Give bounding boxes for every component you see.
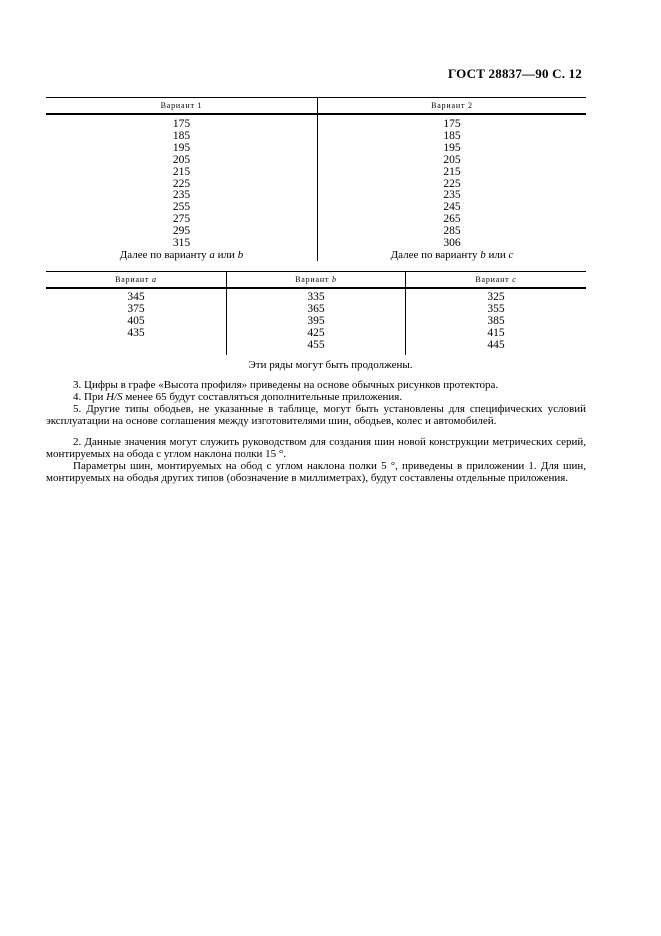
- table-cell: 295: [172, 225, 191, 238]
- table-cell: 235: [443, 189, 461, 202]
- table-cell: 185: [172, 129, 191, 142]
- table-top-rule: [46, 271, 586, 272]
- table-cell: 225: [443, 177, 461, 190]
- table-cell: 175: [443, 118, 461, 130]
- note-4-prefix: 4. При: [73, 391, 107, 403]
- note-3: 3. Цифры в графе «Высота профиля» приведены на основе обычных рисунков протектора.: [73, 379, 499, 391]
- table-cell: 185: [443, 129, 461, 142]
- note-4-suffix: менее 65 будут составляться дополнительные приложения.: [122, 391, 403, 403]
- column-header-variant-1: Вариант 1: [160, 101, 203, 110]
- table-cell: 395: [307, 314, 325, 327]
- table-cell: 315: [172, 237, 191, 250]
- table-cell: 415: [487, 326, 505, 339]
- table-cell: 445: [487, 338, 505, 351]
- table-header-rule: [46, 113, 586, 115]
- table-cell: 205: [443, 153, 461, 166]
- table-cell: 306: [443, 237, 461, 250]
- paragraph-2: 2. Данные значения могут служить руководством для создания шин новой конструкции метрических серий, монтируемых на обода с углом наклона полки 15 °.: [46, 436, 586, 460]
- table-cell: 195: [443, 141, 461, 154]
- series-continuation-note: Эти ряды могут быть продолжены.: [248, 359, 413, 371]
- table-cell: 205: [172, 153, 191, 166]
- column-values-variant-1: [46, 119, 317, 262]
- table-cell: 235: [172, 189, 191, 202]
- table-cell: 375: [127, 302, 145, 315]
- table-cell: 275: [172, 213, 191, 226]
- note-4-variable: H/S: [106, 391, 123, 403]
- column-values-variant-c: [406, 292, 586, 352]
- table-cell: 385: [487, 314, 505, 327]
- table-cell: 215: [443, 165, 461, 178]
- paragraph-parameters: Параметры шин, монтируемых на обод с углом наклона полки 5 °, приведены в приложении 1. Для шин, монтируемых на ободья других типов (обозначение в миллиметрах), будут составлены отдельные приложения.: [46, 460, 586, 484]
- column-header-variant-b: Вариант b: [295, 275, 337, 284]
- table-cell: 265: [443, 213, 461, 226]
- table-cell: 325: [487, 291, 505, 303]
- column-header-variant-a: Вариант a: [115, 275, 157, 284]
- table-cell: 355: [487, 302, 505, 315]
- table-cell: 215: [172, 165, 191, 178]
- table-cell: 255: [172, 201, 191, 214]
- table-cell: 245: [443, 201, 461, 214]
- table-cell: 435: [127, 326, 145, 339]
- column-header-variant-c: Вариант c: [475, 275, 517, 284]
- page-header: ГОСТ 28837—90 С. 12: [448, 66, 582, 81]
- table-top-rule: [46, 97, 586, 98]
- continuation-note: Далее по варианту b или c: [390, 248, 514, 261]
- table-cell: 405: [127, 314, 145, 327]
- table-cell: 425: [307, 326, 325, 339]
- continuation-note: Далее по варианту a или b: [119, 248, 244, 261]
- table-header-rule: [46, 287, 586, 289]
- table-cell: 455: [307, 338, 325, 351]
- column-values-variant-a: [46, 292, 226, 340]
- table-cell: 345: [127, 291, 145, 303]
- table-cell: 285: [443, 225, 461, 238]
- column-values-variant-b: [227, 292, 405, 352]
- column-header-variant-2: Вариант 2: [431, 101, 473, 110]
- table-cell: 365: [307, 302, 325, 315]
- table-cell: 225: [172, 177, 191, 190]
- table-cell: 335: [307, 291, 325, 303]
- table-cell: 195: [172, 141, 191, 154]
- column-values-variant-2: [318, 119, 586, 262]
- table-cell: 175: [172, 118, 191, 130]
- note-5: 5. Другие типы ободьев, не указанные в таблице, могут быть установлены для специфических условий эксплуатации на основе соглашения между изготовителями шин, ободьев, колес и автомобилей.: [46, 403, 586, 427]
